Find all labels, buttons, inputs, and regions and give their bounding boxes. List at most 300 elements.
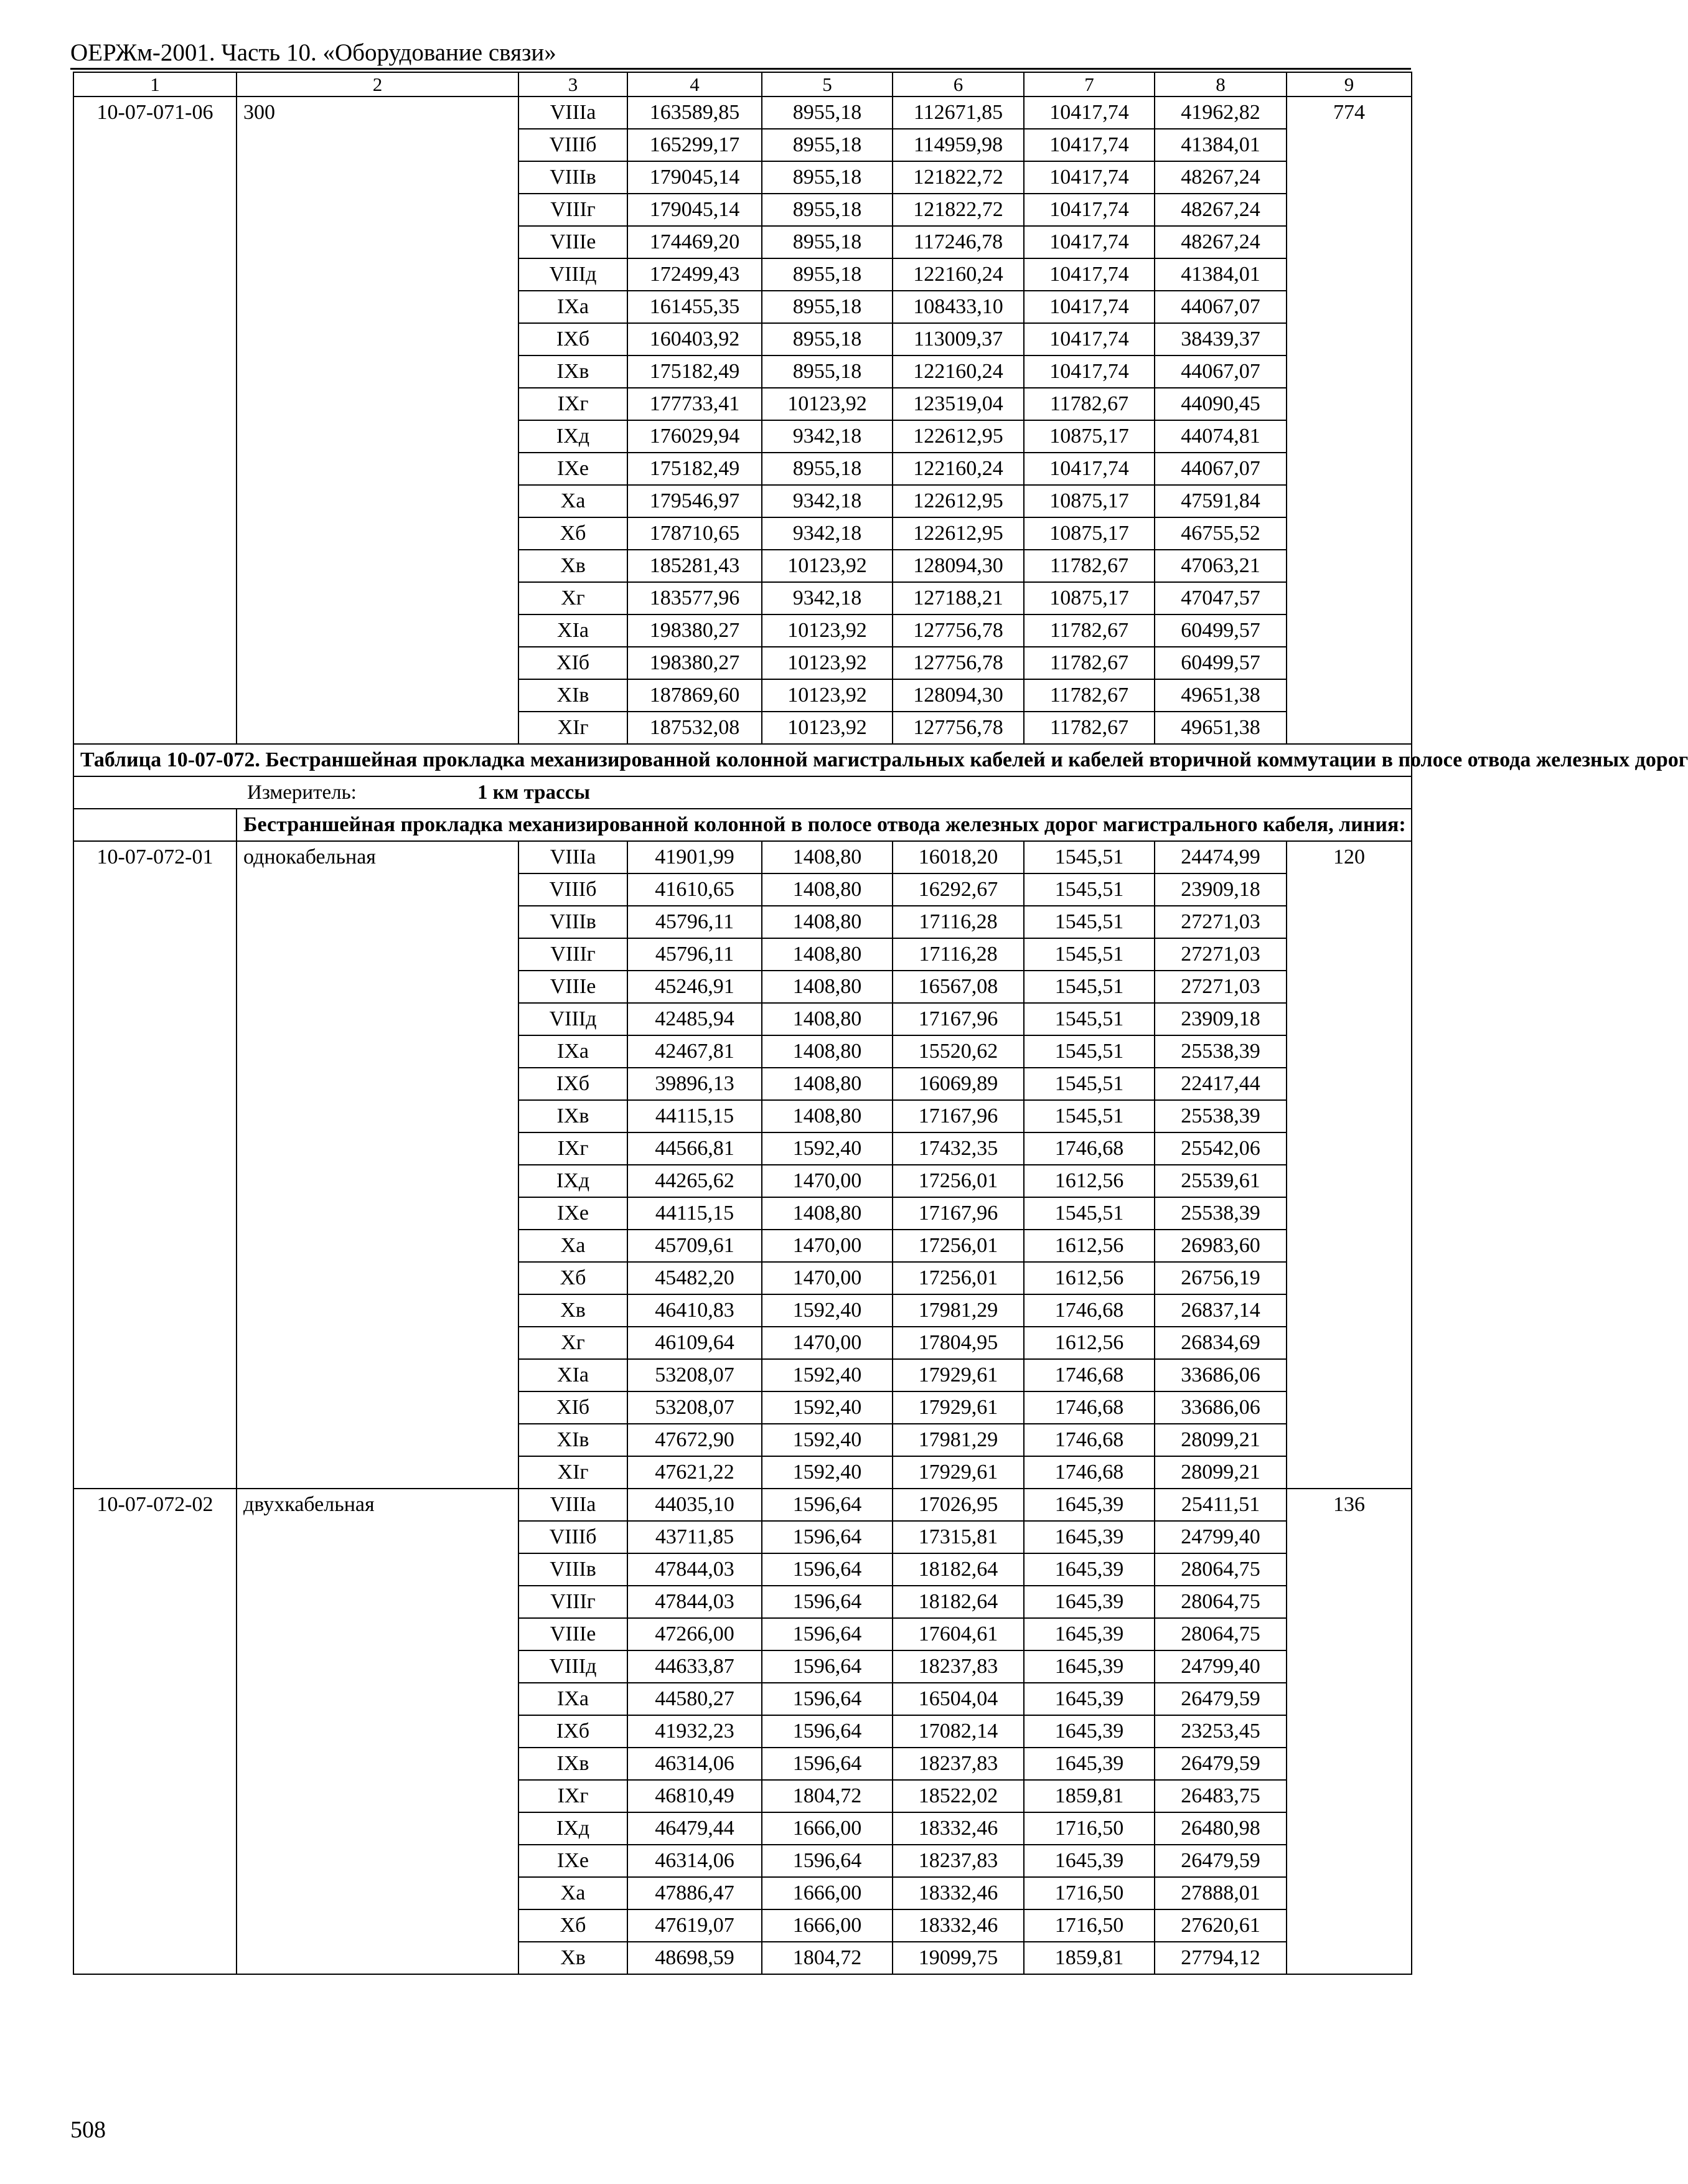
rate-code: 10-07-071-06 [73, 96, 237, 744]
value-cell: 114959,98 [893, 129, 1024, 161]
zone-cell: IХа [518, 1683, 627, 1715]
value-cell: 1592,40 [762, 1424, 893, 1456]
value-cell: 185281,43 [627, 550, 762, 582]
value-cell: 117246,78 [893, 226, 1024, 258]
value-cell: 10417,74 [1024, 96, 1155, 129]
value-cell: 1666,00 [762, 1812, 893, 1845]
value-cell: 47047,57 [1155, 582, 1287, 614]
value-cell: 1612,56 [1024, 1165, 1155, 1197]
value-cell: 1746,68 [1024, 1456, 1155, 1489]
column-number: 2 [237, 72, 518, 96]
value-cell: 108433,10 [893, 291, 1024, 323]
value-cell: 24799,40 [1155, 1521, 1287, 1553]
value-cell: 1645,39 [1024, 1715, 1155, 1748]
value-cell: 1746,68 [1024, 1359, 1155, 1391]
value-cell: 44074,81 [1155, 420, 1287, 453]
rate-name: однокабельная [237, 841, 518, 1489]
table-row [73, 841, 1412, 873]
unit-row [73, 776, 1412, 809]
value-cell: 11782,67 [1024, 647, 1155, 679]
value-cell: 1804,72 [762, 1780, 893, 1812]
zone-cell: IХд [518, 1812, 627, 1845]
value-cell: 1612,56 [1024, 1262, 1155, 1294]
value-cell: 10417,74 [1024, 129, 1155, 161]
value-cell: 28099,21 [1155, 1456, 1287, 1489]
value-cell: 25542,06 [1155, 1132, 1287, 1165]
value-cell: 10123,92 [762, 388, 893, 420]
value-cell: 122612,95 [893, 485, 1024, 517]
value-cell: 179546,97 [627, 485, 762, 517]
value-cell: 10123,92 [762, 647, 893, 679]
value-cell: 1592,40 [762, 1359, 893, 1391]
value-cell: 15520,62 [893, 1035, 1024, 1068]
value-cell: 10417,74 [1024, 291, 1155, 323]
value-cell: 23253,45 [1155, 1715, 1287, 1748]
value-cell: 1645,39 [1024, 1748, 1155, 1780]
value-cell: 44566,81 [627, 1132, 762, 1165]
zone-cell: Хб [518, 1262, 627, 1294]
value-cell: 27794,12 [1155, 1942, 1287, 1974]
value-cell: 26834,69 [1155, 1327, 1287, 1359]
value-cell: 122612,95 [893, 420, 1024, 453]
value-cell: 121822,72 [893, 161, 1024, 194]
zone-cell: Ха [518, 1877, 627, 1909]
unit-label: Измеритель: [247, 781, 357, 804]
value-cell: 19099,75 [893, 1942, 1024, 1974]
value-cell: 10417,74 [1024, 453, 1155, 485]
zone-cell: IХв [518, 1100, 627, 1132]
value-cell: 8955,18 [762, 129, 893, 161]
value-cell: 198380,27 [627, 647, 762, 679]
value-cell: 18182,64 [893, 1553, 1024, 1586]
labor-cost-cell: 136 [1287, 1489, 1412, 1974]
value-cell: 179045,14 [627, 161, 762, 194]
value-cell: 9342,18 [762, 517, 893, 550]
zone-cell: VIIIд [518, 1003, 627, 1035]
column-number: 8 [1155, 72, 1287, 96]
value-cell: 1645,39 [1024, 1586, 1155, 1618]
value-cell: 122612,95 [893, 517, 1024, 550]
value-cell: 28064,75 [1155, 1553, 1287, 1586]
zone-cell: VIIIг [518, 938, 627, 971]
table-072-title: Таблица 10-07-072. Бестраншейная прокладка механизированной колонной магистральных кабелей и кабелей вторичной коммутации в полосе отвода железных дорог [73, 744, 1412, 776]
value-cell: 1592,40 [762, 1294, 893, 1327]
value-cell: 1408,80 [762, 906, 893, 938]
value-cell: 1545,51 [1024, 1068, 1155, 1100]
value-cell: 42467,81 [627, 1035, 762, 1068]
group-072-02 [73, 1489, 1412, 1974]
value-cell: 1408,80 [762, 841, 893, 873]
value-cell: 11782,67 [1024, 550, 1155, 582]
value-cell: 1716,50 [1024, 1909, 1155, 1942]
value-cell: 1545,51 [1024, 1197, 1155, 1230]
value-cell: 44580,27 [627, 1683, 762, 1715]
value-cell: 41962,82 [1155, 96, 1287, 129]
value-cell: 183577,96 [627, 582, 762, 614]
value-cell: 17026,95 [893, 1489, 1024, 1521]
value-cell: 41384,01 [1155, 258, 1287, 291]
value-cell: 187869,60 [627, 679, 762, 712]
zone-cell: IХг [518, 1132, 627, 1165]
value-cell: 18332,46 [893, 1877, 1024, 1909]
value-cell: 18237,83 [893, 1845, 1024, 1877]
zone-cell: IХе [518, 453, 627, 485]
zone-cell: IХе [518, 1845, 627, 1877]
value-cell: 27271,03 [1155, 906, 1287, 938]
value-cell: 9342,18 [762, 420, 893, 453]
value-cell: 8955,18 [762, 194, 893, 226]
value-cell: 1592,40 [762, 1391, 893, 1424]
value-cell: 42485,94 [627, 1003, 762, 1035]
value-cell: 10417,74 [1024, 323, 1155, 355]
value-cell: 46109,64 [627, 1327, 762, 1359]
value-cell: 163589,85 [627, 96, 762, 129]
value-cell: 25538,39 [1155, 1035, 1287, 1068]
table-row [73, 1489, 1412, 1521]
value-cell: 198380,27 [627, 614, 762, 647]
value-cell: 26837,14 [1155, 1294, 1287, 1327]
value-cell: 23909,18 [1155, 873, 1287, 906]
value-cell: 60499,57 [1155, 614, 1287, 647]
zone-cell: VIIIе [518, 971, 627, 1003]
value-cell: 18332,46 [893, 1909, 1024, 1942]
value-cell: 47886,47 [627, 1877, 762, 1909]
value-cell: 16567,08 [893, 971, 1024, 1003]
zone-cell: VIIIб [518, 1521, 627, 1553]
value-cell: 17116,28 [893, 938, 1024, 971]
value-cell: 187532,08 [627, 712, 762, 744]
zone-cell: VIIIе [518, 226, 627, 258]
value-cell: 10875,17 [1024, 582, 1155, 614]
value-cell: 11782,67 [1024, 679, 1155, 712]
value-cell: 11782,67 [1024, 614, 1155, 647]
value-cell: 46479,44 [627, 1812, 762, 1845]
value-cell: 16069,89 [893, 1068, 1024, 1100]
value-cell: 17315,81 [893, 1521, 1024, 1553]
column-numbers-row [73, 72, 1412, 96]
value-cell: 1716,50 [1024, 1812, 1155, 1845]
value-cell: 44115,15 [627, 1197, 762, 1230]
zone-cell: VIIIв [518, 906, 627, 938]
value-cell: 27271,03 [1155, 938, 1287, 971]
zone-cell: VIIIб [518, 129, 627, 161]
value-cell: 33686,06 [1155, 1391, 1287, 1424]
value-cell: 8955,18 [762, 96, 893, 129]
value-cell: 1645,39 [1024, 1489, 1155, 1521]
value-cell: 45709,61 [627, 1230, 762, 1262]
value-cell: 47619,07 [627, 1909, 762, 1942]
value-cell: 1470,00 [762, 1262, 893, 1294]
rate-code: 10-07-072-01 [73, 841, 237, 1489]
value-cell: 17167,96 [893, 1100, 1024, 1132]
value-cell: 8955,18 [762, 291, 893, 323]
zone-cell: IХа [518, 1035, 627, 1068]
value-cell: 23909,18 [1155, 1003, 1287, 1035]
value-cell: 44265,62 [627, 1165, 762, 1197]
value-cell: 11782,67 [1024, 388, 1155, 420]
value-cell: 10123,92 [762, 614, 893, 647]
value-cell: 17256,01 [893, 1230, 1024, 1262]
value-cell: 1470,00 [762, 1230, 893, 1262]
value-cell: 122160,24 [893, 453, 1024, 485]
value-cell: 26756,19 [1155, 1262, 1287, 1294]
value-cell: 10875,17 [1024, 485, 1155, 517]
value-cell: 1470,00 [762, 1165, 893, 1197]
value-cell: 47591,84 [1155, 485, 1287, 517]
zone-cell: IХв [518, 355, 627, 388]
value-cell: 39896,13 [627, 1068, 762, 1100]
value-cell: 127188,21 [893, 582, 1024, 614]
value-cell: 17167,96 [893, 1003, 1024, 1035]
value-cell: 44035,10 [627, 1489, 762, 1521]
zone-cell: IХд [518, 420, 627, 453]
value-cell: 1408,80 [762, 938, 893, 971]
value-cell: 18182,64 [893, 1586, 1024, 1618]
value-cell: 1746,68 [1024, 1294, 1155, 1327]
zone-cell: IХв [518, 1748, 627, 1780]
value-cell: 1746,68 [1024, 1424, 1155, 1456]
value-cell: 165299,17 [627, 129, 762, 161]
value-cell: 1470,00 [762, 1327, 893, 1359]
value-cell: 10417,74 [1024, 355, 1155, 388]
value-cell: 172499,43 [627, 258, 762, 291]
value-cell: 161455,35 [627, 291, 762, 323]
zone-cell: Ха [518, 1230, 627, 1262]
zone-cell: VIIIв [518, 1553, 627, 1586]
column-number: 5 [762, 72, 893, 96]
value-cell: 38439,37 [1155, 323, 1287, 355]
table-row [73, 96, 1412, 129]
value-cell: 128094,30 [893, 550, 1024, 582]
value-cell: 127756,78 [893, 712, 1024, 744]
zone-cell: ХIб [518, 647, 627, 679]
column-number: 3 [518, 72, 627, 96]
value-cell: 27271,03 [1155, 971, 1287, 1003]
value-cell: 8955,18 [762, 258, 893, 291]
value-cell: 1859,81 [1024, 1780, 1155, 1812]
value-cell: 44067,07 [1155, 355, 1287, 388]
value-cell: 8955,18 [762, 355, 893, 388]
value-cell: 121822,72 [893, 194, 1024, 226]
value-cell: 1545,51 [1024, 938, 1155, 971]
value-cell: 1645,39 [1024, 1683, 1155, 1715]
value-cell: 47844,03 [627, 1586, 762, 1618]
value-cell: 1666,00 [762, 1909, 893, 1942]
value-cell: 22417,44 [1155, 1068, 1287, 1100]
group-072-01 [73, 841, 1412, 1489]
zone-cell: VIIIб [518, 873, 627, 906]
value-cell: 1592,40 [762, 1132, 893, 1165]
value-cell: 17256,01 [893, 1262, 1024, 1294]
value-cell: 26479,59 [1155, 1748, 1287, 1780]
value-cell: 26480,98 [1155, 1812, 1287, 1845]
rate-name: двухкабельная [237, 1489, 518, 1974]
value-cell: 60499,57 [1155, 647, 1287, 679]
value-cell: 1645,39 [1024, 1521, 1155, 1553]
value-cell: 1596,64 [762, 1650, 893, 1683]
zone-cell: IХг [518, 388, 627, 420]
value-cell: 18237,83 [893, 1748, 1024, 1780]
value-cell: 48267,24 [1155, 226, 1287, 258]
value-cell: 17116,28 [893, 906, 1024, 938]
value-cell: 1545,51 [1024, 841, 1155, 873]
value-cell: 26983,60 [1155, 1230, 1287, 1262]
value-cell: 179045,14 [627, 194, 762, 226]
value-cell: 1408,80 [762, 1068, 893, 1100]
value-cell: 176029,94 [627, 420, 762, 453]
zone-cell: Хб [518, 1909, 627, 1942]
zone-cell: ХIв [518, 679, 627, 712]
value-cell: 46410,83 [627, 1294, 762, 1327]
group-071-06 [73, 72, 1412, 744]
value-cell: 9342,18 [762, 582, 893, 614]
value-cell: 1746,68 [1024, 1132, 1155, 1165]
value-cell: 1408,80 [762, 971, 893, 1003]
value-cell: 1545,51 [1024, 971, 1155, 1003]
rate-code: 10-07-072-02 [73, 1489, 237, 1974]
value-cell: 127756,78 [893, 614, 1024, 647]
zone-cell: ХIв [518, 1424, 627, 1456]
zone-cell: ХIг [518, 712, 627, 744]
value-cell: 1596,64 [762, 1489, 893, 1521]
unit-value: 1 км трассы [477, 781, 591, 804]
value-cell: 9342,18 [762, 485, 893, 517]
value-cell: 49651,38 [1155, 712, 1287, 744]
document-header: ОЕРЖм-2001. Часть 10. «Оборудование связи» [70, 39, 556, 66]
value-cell: 1746,68 [1024, 1391, 1155, 1424]
value-cell: 1645,39 [1024, 1618, 1155, 1650]
zone-cell: ХIа [518, 614, 627, 647]
zone-cell: Хв [518, 550, 627, 582]
value-cell: 1596,64 [762, 1748, 893, 1780]
value-cell: 1645,39 [1024, 1553, 1155, 1586]
zone-cell: VIIIа [518, 841, 627, 873]
column-number: 9 [1287, 72, 1412, 96]
value-cell: 48267,24 [1155, 161, 1287, 194]
value-cell: 1645,39 [1024, 1845, 1155, 1877]
value-cell: 127756,78 [893, 647, 1024, 679]
value-cell: 1596,64 [762, 1521, 893, 1553]
zone-cell: IХе [518, 1197, 627, 1230]
value-cell: 10123,92 [762, 550, 893, 582]
value-cell: 17082,14 [893, 1715, 1024, 1748]
column-number: 7 [1024, 72, 1155, 96]
value-cell: 1545,51 [1024, 1003, 1155, 1035]
zone-cell: ХIг [518, 1456, 627, 1489]
zone-cell: ХIб [518, 1391, 627, 1424]
value-cell: 41384,01 [1155, 129, 1287, 161]
value-cell: 1596,64 [762, 1553, 893, 1586]
value-cell: 1592,40 [762, 1456, 893, 1489]
zone-cell: Хб [518, 517, 627, 550]
zone-cell: VIIIа [518, 1489, 627, 1521]
zone-cell: VIIIд [518, 1650, 627, 1683]
value-cell: 1596,64 [762, 1715, 893, 1748]
value-cell: 1596,64 [762, 1845, 893, 1877]
value-cell: 16504,04 [893, 1683, 1024, 1715]
value-cell: 46755,52 [1155, 517, 1287, 550]
value-cell: 33686,06 [1155, 1359, 1287, 1391]
value-cell: 178710,65 [627, 517, 762, 550]
zone-cell: IХа [518, 291, 627, 323]
zone-cell: IХб [518, 323, 627, 355]
value-cell: 113009,37 [893, 323, 1024, 355]
value-cell: 1408,80 [762, 1100, 893, 1132]
value-cell: 128094,30 [893, 679, 1024, 712]
value-cell: 25538,39 [1155, 1197, 1287, 1230]
zone-cell: VIIIд [518, 258, 627, 291]
value-cell: 41610,65 [627, 873, 762, 906]
value-cell: 17929,61 [893, 1391, 1024, 1424]
header-rule [70, 68, 1411, 70]
value-cell: 175182,49 [627, 453, 762, 485]
value-cell: 1612,56 [1024, 1230, 1155, 1262]
value-cell: 1545,51 [1024, 906, 1155, 938]
value-cell: 47063,21 [1155, 550, 1287, 582]
zone-cell: IХб [518, 1068, 627, 1100]
value-cell: 28064,75 [1155, 1618, 1287, 1650]
value-cell: 17256,01 [893, 1165, 1024, 1197]
value-cell: 46810,49 [627, 1780, 762, 1812]
value-cell: 44115,15 [627, 1100, 762, 1132]
value-cell: 17981,29 [893, 1294, 1024, 1327]
value-cell: 47621,22 [627, 1456, 762, 1489]
value-cell: 8955,18 [762, 226, 893, 258]
value-cell: 44633,87 [627, 1650, 762, 1683]
value-cell: 48698,59 [627, 1942, 762, 1974]
zone-cell: IХд [518, 1165, 627, 1197]
value-cell: 10417,74 [1024, 226, 1155, 258]
value-cell: 10875,17 [1024, 517, 1155, 550]
value-cell: 10417,74 [1024, 194, 1155, 226]
value-cell: 47672,90 [627, 1424, 762, 1456]
value-cell: 1408,80 [762, 1003, 893, 1035]
value-cell: 160403,92 [627, 323, 762, 355]
value-cell: 1804,72 [762, 1942, 893, 1974]
value-cell: 8955,18 [762, 161, 893, 194]
value-cell: 25539,61 [1155, 1165, 1287, 1197]
value-cell: 41932,23 [627, 1715, 762, 1748]
rate-name: 300 [237, 96, 518, 744]
value-cell: 10875,17 [1024, 420, 1155, 453]
value-cell: 25411,51 [1155, 1489, 1287, 1521]
value-cell: 17167,96 [893, 1197, 1024, 1230]
value-cell: 18332,46 [893, 1812, 1024, 1845]
table-072-heading [73, 744, 1688, 841]
value-cell: 1408,80 [762, 1197, 893, 1230]
value-cell: 177733,41 [627, 388, 762, 420]
value-cell: 44090,45 [1155, 388, 1287, 420]
value-cell: 47266,00 [627, 1618, 762, 1650]
value-cell: 1408,80 [762, 873, 893, 906]
value-cell: 1596,64 [762, 1618, 893, 1650]
value-cell: 112671,85 [893, 96, 1024, 129]
column-number: 4 [627, 72, 762, 96]
value-cell: 1545,51 [1024, 873, 1155, 906]
value-cell: 175182,49 [627, 355, 762, 388]
value-cell: 17929,61 [893, 1456, 1024, 1489]
zone-cell: VIIIв [518, 161, 627, 194]
value-cell: 49651,38 [1155, 679, 1287, 712]
value-cell: 28099,21 [1155, 1424, 1287, 1456]
value-cell: 1545,51 [1024, 1100, 1155, 1132]
value-cell: 17604,61 [893, 1618, 1024, 1650]
value-cell: 24474,99 [1155, 841, 1287, 873]
zone-cell: ХIа [518, 1359, 627, 1391]
description-empty-cell [73, 809, 237, 841]
column-number: 1 [73, 72, 237, 96]
value-cell: 17804,95 [893, 1327, 1024, 1359]
